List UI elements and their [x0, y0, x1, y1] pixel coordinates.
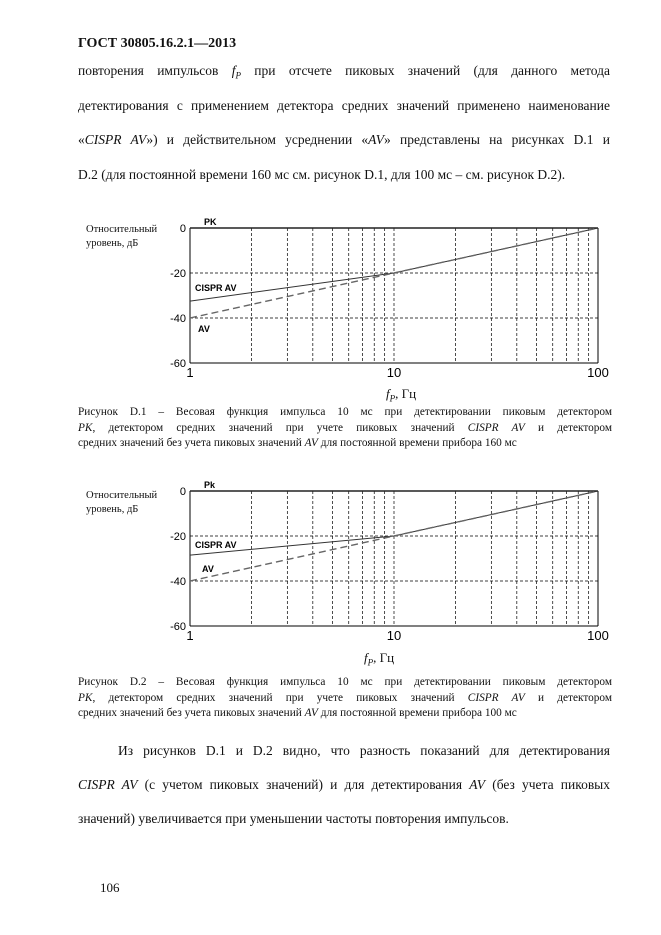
x-tick-label: 100 [587, 365, 609, 380]
y-tick-label: -40 [170, 313, 186, 325]
conclusion-line-1: Из рисунков D.1 и D.2 видно, что разность показаний для детектирования [118, 743, 610, 758]
fp-symbol: f [231, 63, 236, 78]
x-tick-label: 100 [587, 628, 609, 643]
figure2-ylabel: Относительный уровень, дБ [86, 490, 158, 515]
y-tick-label: -60 [170, 358, 186, 370]
document-header: ГОСТ 30805.16.2.1—2013 [78, 36, 237, 51]
x-tick-label: 1 [186, 628, 194, 643]
pk-label: Pk [204, 480, 216, 490]
intro-line-4: D.2 (для постоянной времени 160 мс см. рисунок D.1, для 100 мс – см. рисунок D.2). [78, 167, 566, 182]
intro-line-3: «CISPR AV») и действительном усреднении «AV» представлены на рисунках D.1 и [78, 132, 610, 147]
x-tick-label: 10 [386, 365, 402, 380]
x-tick-label: 1 [186, 365, 194, 380]
intro-line-2: детектирования с применением детектора средних значений применено наименование [78, 98, 610, 113]
x-tick-label: 10 [386, 628, 402, 643]
y-tick-label: 0 [179, 223, 186, 235]
y-tick-label: -20 [170, 531, 186, 543]
av-label: AV [198, 324, 210, 334]
page-number: 106 [100, 880, 120, 895]
y-tick-label: -20 [170, 268, 186, 280]
figure1-xlabel: $f_P$, Гц [386, 386, 417, 404]
figure1-caption: Рисунок D.1 – Весовая функция импульса 10 мс при детектировании пиковым детектором PK, детектором средних значений при учете пиковых значений CISPR AV и детектором средних значений без учета пиковых значений AV для постоянной времени прибора 160 мс [78, 406, 612, 449]
figure1-ylabel: Относительный уровень, дБ [86, 224, 158, 249]
figure2-xlabel: $f_P$, Гц [364, 650, 395, 668]
y-tick-label: -40 [170, 576, 186, 588]
intro-line-1: повторения импульсов $f_P$ при отсчете пиковых значений (для данного метода [78, 63, 611, 81]
conclusion-line-2: CISPR AV (с учетом пиковых значений) и для детектирования AV (без учета пиковых [78, 777, 611, 792]
cispr-av-label: CISPR AV [195, 283, 237, 294]
figure1-chart [150, 210, 620, 385]
figure2-caption: Рисунок D.2 – Весовая функция импульса 10 мс при детектировании пиковым детектором PK, детектором средних значений при учете пиковых значений CISPR AV и детектором средних значений без учета пиковых значений AV для постоянной времени прибора 100 мс [78, 676, 612, 719]
figure2-chart [150, 473, 620, 648]
y-tick-label: -60 [170, 621, 186, 633]
conclusion-line-3: значений) увеличивается при уменьшении частоты повторения импульсов. [78, 811, 509, 826]
y-tick-label: 0 [179, 486, 186, 498]
pk-label: PK [204, 217, 217, 227]
av-label: AV [202, 564, 214, 574]
cispr-av-label: CISPR AV [195, 540, 237, 551]
